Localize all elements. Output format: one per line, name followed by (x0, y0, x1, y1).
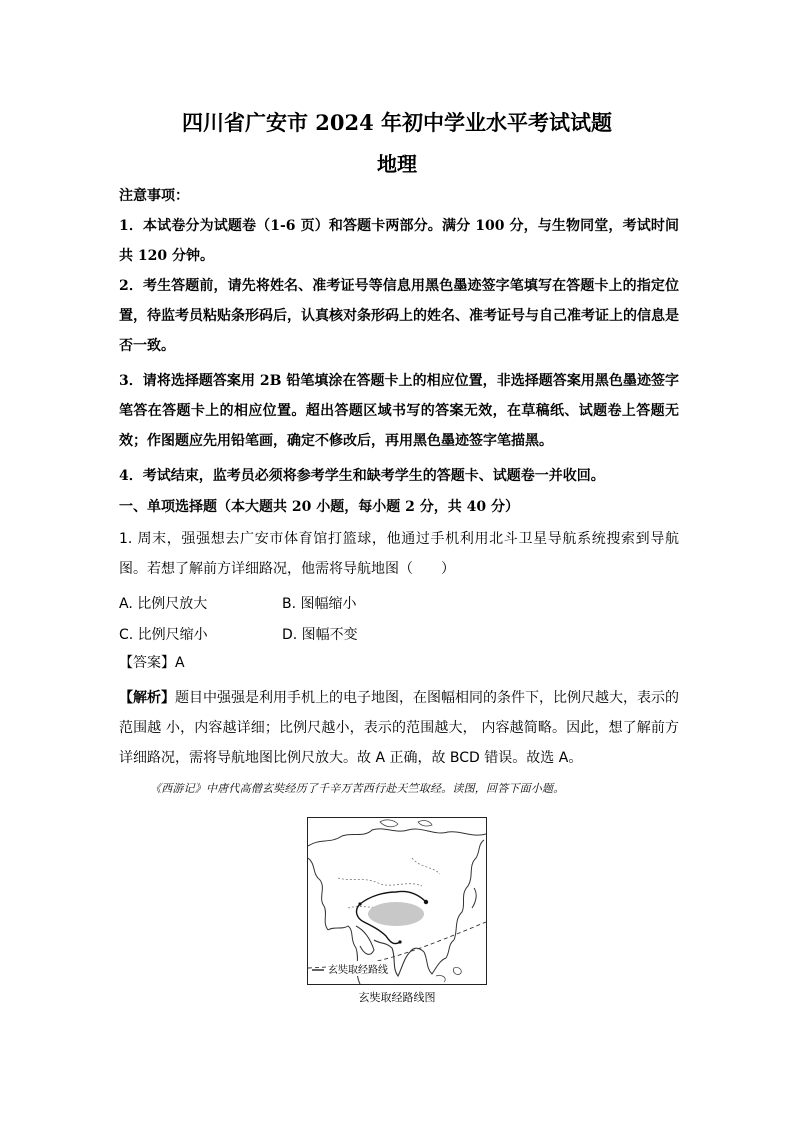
note-item-1: 1．本试卷分为试题卷（1-6 页）和答题卡两部分。满分 100 分，与生物同堂，考试时间共 120 分钟。 (119, 218, 679, 264)
route-map (307, 817, 487, 985)
option-b: B. 图幅缩小 (282, 596, 357, 612)
answer-line: 【答案】A (119, 655, 185, 671)
analysis-label: 【解析】 (119, 690, 175, 706)
exam-title: 四川省广安市 2024 年初中学业水平考试试题 (181, 110, 613, 135)
passage-intro: 《西游记》中唐代高僧玄奘经历了千辛万苦西行赴天竺取经。读图，回答下面小题。 (150, 782, 565, 795)
figure-caption: 玄奘取经路线图 (358, 991, 436, 1004)
note-item-4: 4．考试结束，监考员必须将参考学生和缺考学生的答题卡、试题卷一并收回。 (119, 468, 605, 484)
analysis-block (119, 683, 679, 773)
route-map-drawing (308, 818, 486, 984)
notes-heading: 注意事项： (119, 188, 189, 204)
subject-title: 地理 (377, 152, 417, 176)
section-heading: 一、单项选择题（本大题共 20 小题，每小题 2 分，共 40 分） (119, 499, 519, 515)
note-item-2: 2．考生答题前，请先将姓名、准考证号等信息用黑色墨迹签字笔填写在答题卡上的指定位置，待监考员粘贴条形码后，认真核对条形码上的姓名、准考证号与自己准考证上的信息是否一致。 (119, 278, 679, 354)
map-legend-label: 玄奘取经路线 (326, 961, 390, 976)
note-item-3: 3．请将选择题答案用 2B 铅笔填涂在答题卡上的相应位置，非选择题答案用黑色墨迹签字笔答在答题卡上的相应位置。超出答题区域书写的答案无效，在草稿纸、试题卷上答题无效；作图题应先用铅笔画，确定不修改后，再用黑色墨迹签字笔描黑。 (119, 373, 679, 449)
option-c: C. 比例尺缩小 (119, 627, 208, 643)
option-a: A. 比例尺放大 (119, 596, 208, 612)
option-d: D. 图幅不变 (282, 627, 358, 643)
analysis-text: 题目中强强是利用手机上的电子地图，在图幅相同的条件下，比例尺越大，表示的范围越 小，内容越详细；比例尺越小，表示的范围越大， 内容越简略。因此，想了解前方详细路况，需将导航地图比例尺放大。故 A 正确，故 BCD 错误。故选 A。 (119, 690, 679, 766)
question-1-stem: 1. 周末，强强想去广安市体育馆打篮球，他通过手机利用北斗卫星导航系统搜索到导航图。若想了解前方详细路况，他需将导航地图（ ） (119, 531, 679, 577)
